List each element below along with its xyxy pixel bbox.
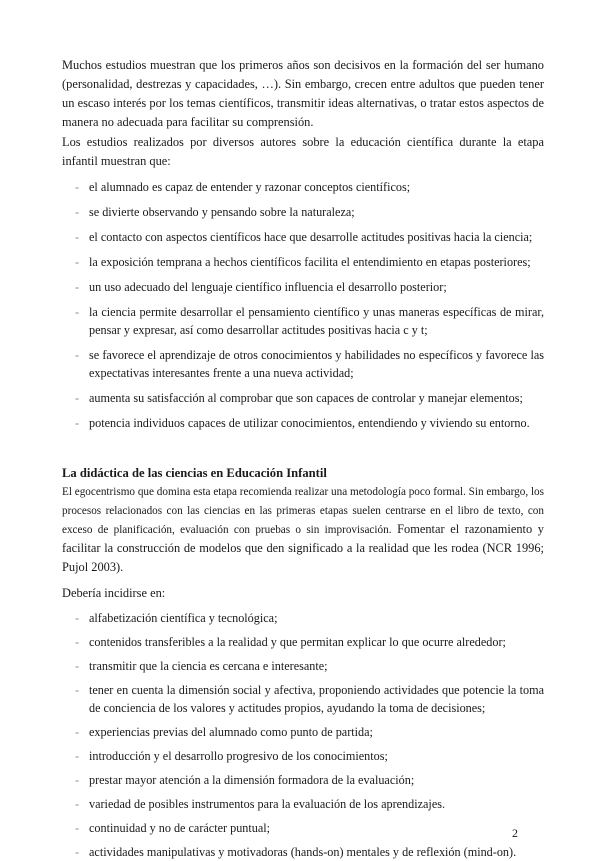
list-item: - se divierte observando y pensando sobre la naturaleza;: [75, 205, 355, 219]
list-item: - la exposición temprana a hechos científicos facilita el entendimiento en etapas posteriores;: [75, 255, 531, 269]
list-item: - introducción y el desarrollo progresivo de los conocimientos;: [75, 749, 388, 763]
list-item: - variedad de posibles instrumentos para la evaluación de los aprendizajes.: [75, 797, 446, 811]
document-page: [62, 56, 544, 861]
list-item: - actividades manipulativas y motivadoras (hands-on) mentales y de reflexión (mind-on).: [75, 845, 517, 859]
list-item: - se favorece el aprendizaje de otros conocimientos y habilidades no específicos y favorece las expectativas interesantes frente a una nueva actividad;: [75, 348, 544, 380]
list-item: - tener en cuenta la dimensión social y afectiva, proponiendo actividades que potencie la toma de conciencia de los valores y actitudes propios, ayudando la toma de decisiones;: [75, 683, 544, 715]
list-item: - la ciencia permite desarrollar el pensamiento científico y unas maneras específicas de mirar, pensar y expresar, así como desarrollar actitudes positivas hacia c y t;: [75, 305, 544, 337]
studies-intro: Los estudios realizados por diversos autores sobre la educación científica durante la etapa infantil muestran que:: [62, 135, 544, 168]
findings-list: [62, 178, 544, 432]
recommendations-list: [62, 609, 544, 861]
list-item: - continuidad y no de carácter puntual;: [75, 821, 271, 835]
should-intro: Debería incidirse en:: [62, 586, 166, 600]
list-item: - experiencias previas del alumnado como punto de partida;: [75, 725, 373, 739]
list-item: - aumenta su satisfacción al comprobar que son capaces de controlar y manejar elementos;: [75, 391, 523, 405]
list-item: - potencia individuos capaces de utilizar conocimientos, entendiendo y viviendo su entorno.: [75, 416, 530, 430]
list-item: - transmitir que la ciencia es cercana e interesante;: [75, 659, 328, 673]
list-item: - alfabetización científica y tecnológica;: [75, 611, 278, 625]
list-item: - prestar mayor atención a la dimensión formadora de la evaluación;: [75, 773, 415, 787]
page-number: 2: [512, 826, 518, 840]
section-paragraph-rest: Fomentar el razonamiento y facilitar la construcción de modelos que den significado a la realidad que les rodea (NCR 1996; Pujol 2003).: [62, 522, 544, 574]
list-item: - contenidos transferibles a la realidad y que permitan explicar lo que ocurre alrededor;: [75, 635, 506, 649]
section-paragraph: [62, 482, 544, 577]
section-heading: La didáctica de las ciencias en Educación Infantil: [62, 466, 327, 480]
list-item: - el alumnado es capaz de entender y razonar conceptos científicos;: [75, 180, 411, 194]
intro-paragraph: Muchos estudios muestran que los primeros años son decisivos en la formación del ser humano (personalidad, destrezas y capacidades, …). Sin embargo, crecen entre adultos que pueden tener un escaso interés por los temas científicos, transmitir ideas alternativas, o tratar estos aspectos de manera no adecuada para facilitar su comprensión.: [62, 58, 544, 129]
section-paragraph-small: El egocentrismo que domina esta etapa recomienda realizar una metodología poco formal. Sin embargo, los procesos relacionados con las ciencias en las primeras etapas suelen centrarse en el libro de texto, con exceso de planificación, evaluación con pruebas o sin improvisación.: [62, 486, 544, 536]
list-item: - un uso adecuado del lenguaje científico influencia el desarrollo posterior;: [75, 280, 447, 294]
list-item: - el contacto con aspectos científicos hace que desarrolle actitudes positivas hacia la ciencia;: [75, 230, 533, 244]
